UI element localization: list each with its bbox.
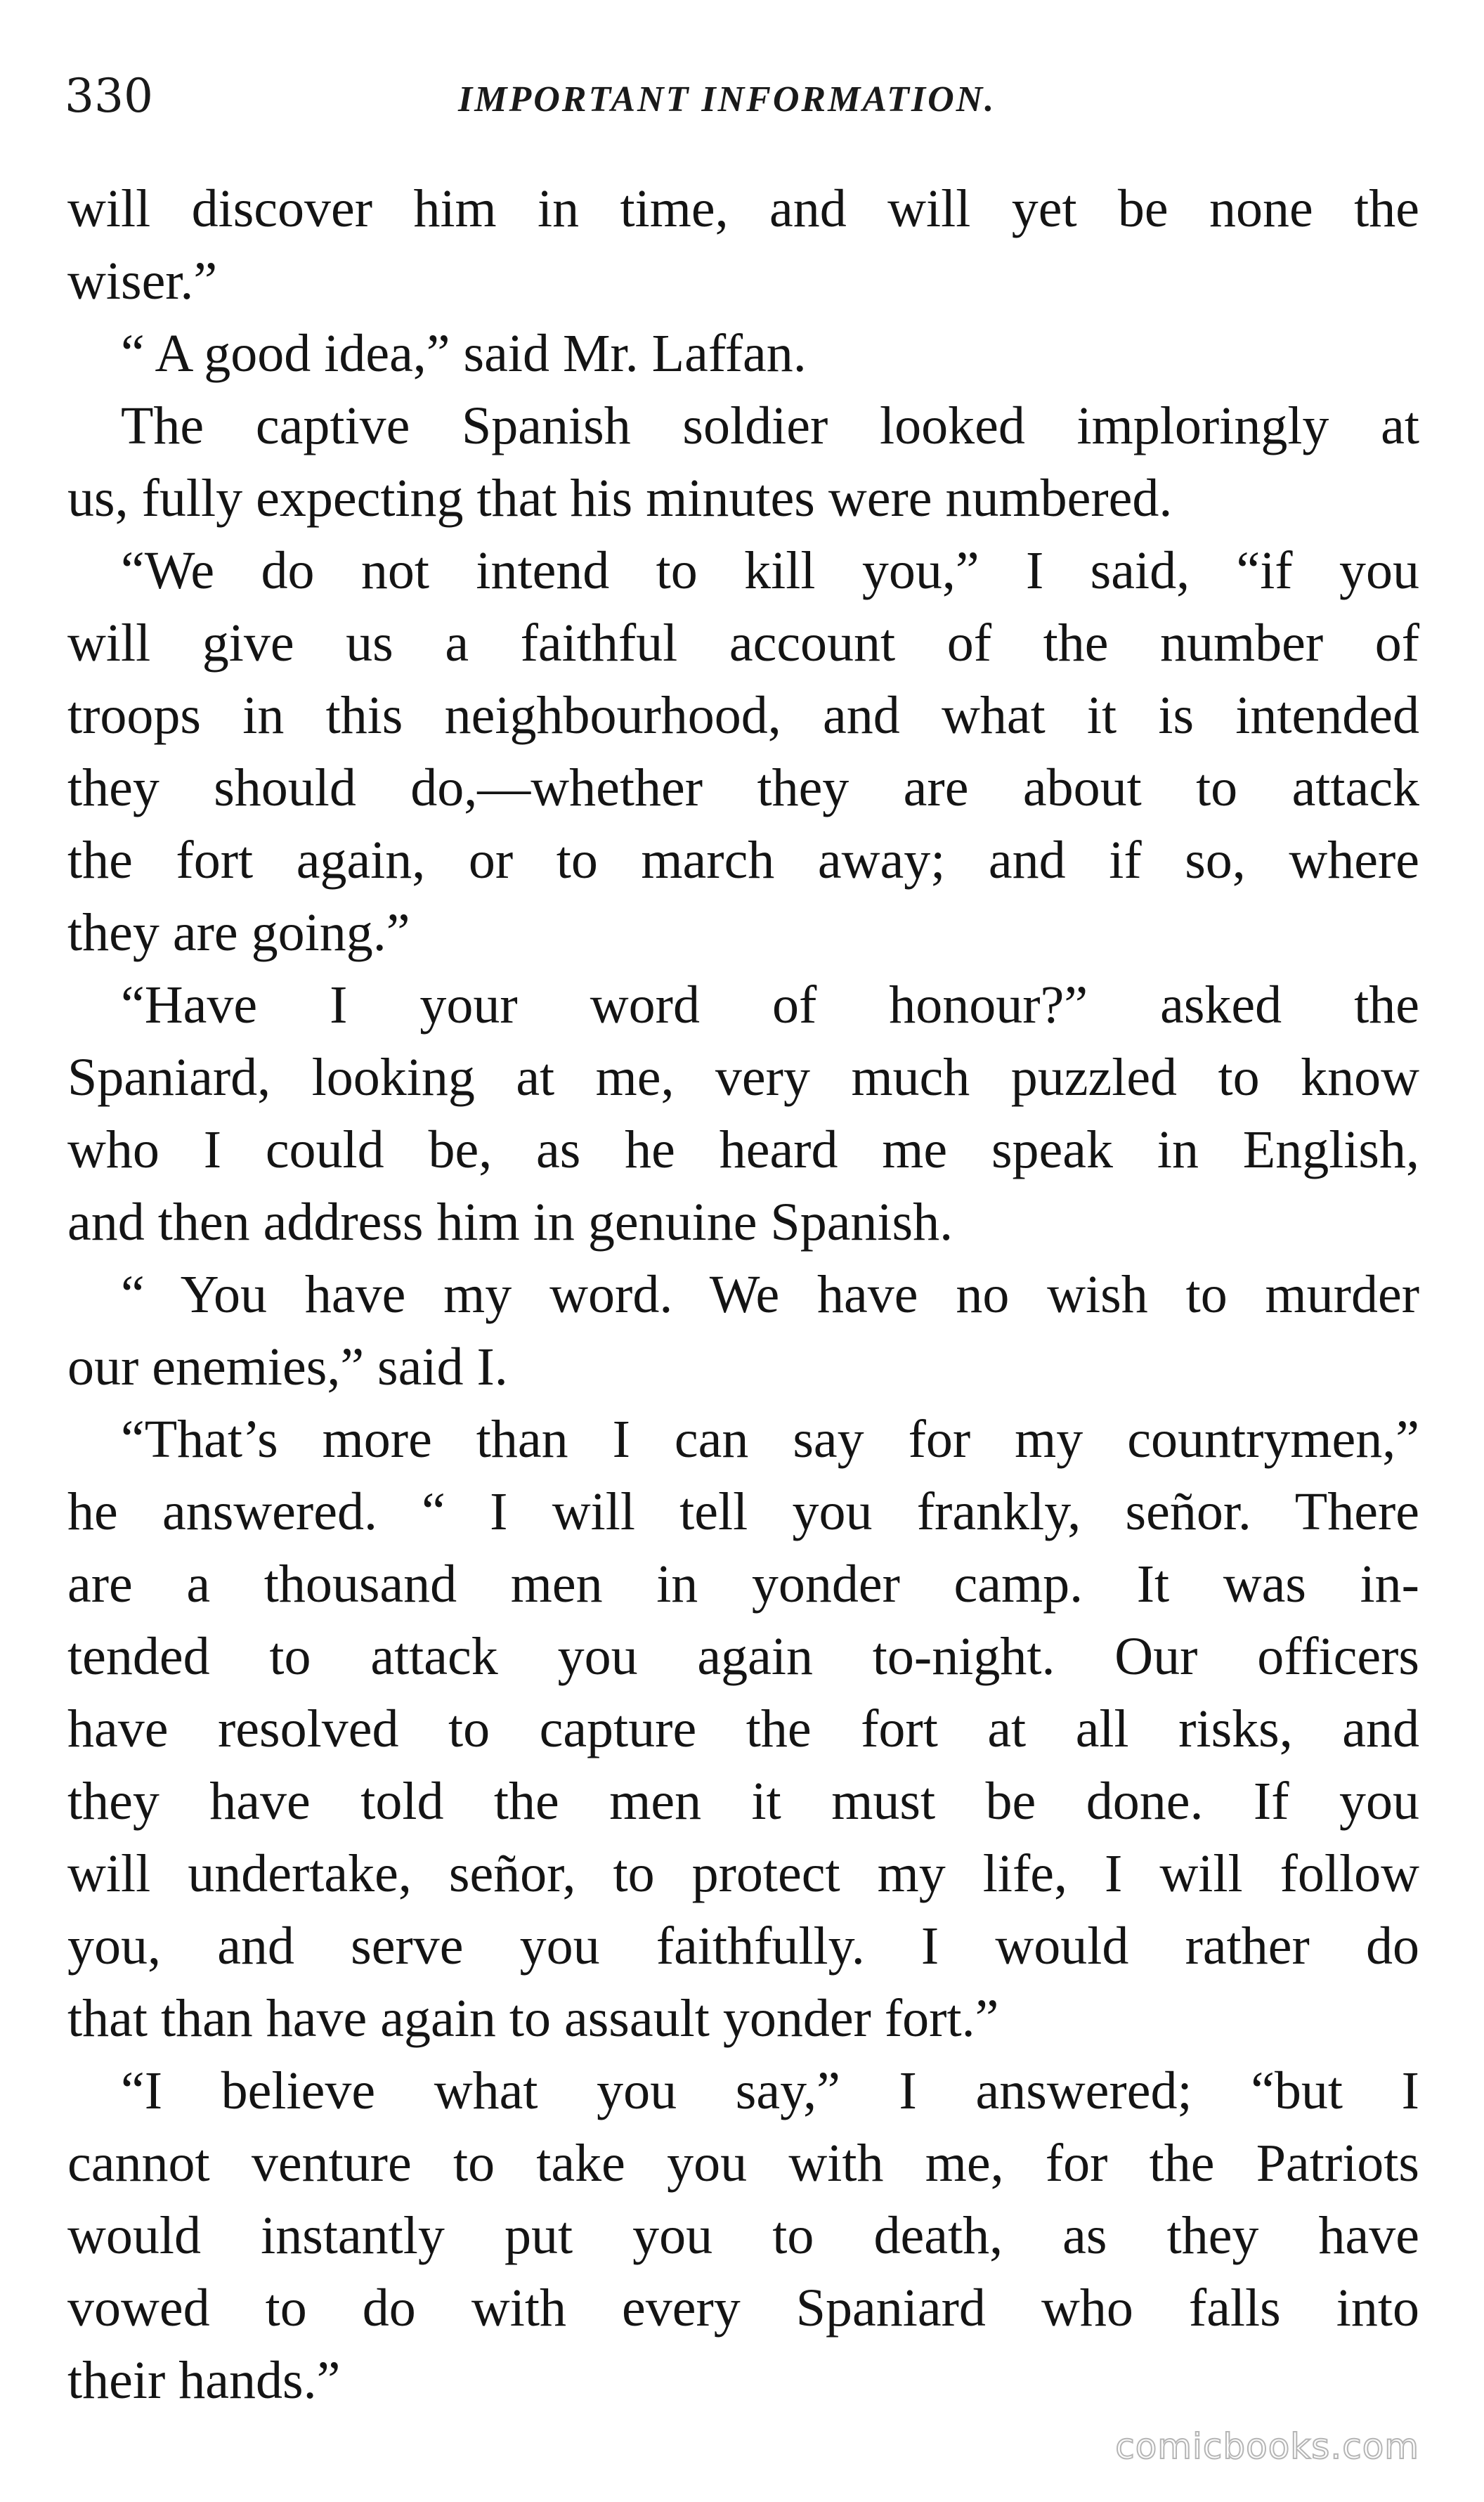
text-line: “I believe what you say,” I answered; “but I [121,2061,1419,2120]
running-head [65,65,1419,128]
text-line: have resolved to capture the fort at all risks, and [67,1699,1419,1758]
text-line: “ A good idea,” said Mr. Laffan. [121,324,807,383]
running-title: IMPORTANT INFORMATION. [458,79,996,119]
text-line: they are going.” [67,903,410,962]
text-line: you, and serve you faithfully. I would rather do [67,1917,1419,1976]
text-line: and then address him in genuine Spanish. [67,1193,953,1252]
text-line: “Have I your word of honour?” asked the [121,975,1419,1035]
body-text [67,173,1419,2417]
text-line: The captive Spanish soldier looked imploringly at [121,396,1419,455]
text-line: troops in this neighbourhood, and what it is intended [67,686,1419,745]
text-line: they have told the men it must be done. If you [67,1772,1419,1831]
text-line: wiser.” [67,252,218,311]
text-line: “We do not intend to kill you,” I said, “if you [121,541,1419,600]
text-line: that than have again to assault yonder fort.” [67,1989,999,2048]
text-line: the fort again, or to march away; and if so, where [67,831,1419,890]
text-line: vowed to do with every Spaniard who falls into [67,2279,1419,2338]
text-line: will undertake, señor, to protect my life, I will follow [67,1844,1419,1903]
text-line: would instantly put you to death, as they have [67,2206,1419,2265]
text-line: their hands.” [67,2351,341,2410]
text-line: who I could be, as he heard me speak in English, [67,1120,1419,1179]
page-number: 330 [65,69,153,123]
text-line: us, fully expecting that his minutes were numbered. [67,469,1173,528]
text-line: will discover him in time, and will yet be none the [67,179,1419,238]
text-line: Spaniard, looking at me, very much puzzled to know [67,1048,1419,1107]
text-line: they should do,—whether they are about to attack [67,758,1419,817]
text-line: he answered. “ I will tell you frankly, señor. There [67,1482,1419,1541]
text-line: are a thousand men in yonder camp. It was in- [67,1555,1419,1614]
text-line: will give us a faithful account of the number of [67,614,1419,673]
text-line: “ You have my word. We have no wish to murder [121,1265,1419,1324]
text-line: our enemies,” said I. [67,1337,508,1396]
text-line: “That’s more than I can say for my countrymen,” [121,1410,1419,1469]
text-line: tended to attack you again to-night. Our officers [67,1627,1419,1686]
text-line: cannot venture to take you with me, for the Patriots [67,2134,1419,2193]
watermark: comicbooks.com [1115,2426,1419,2467]
